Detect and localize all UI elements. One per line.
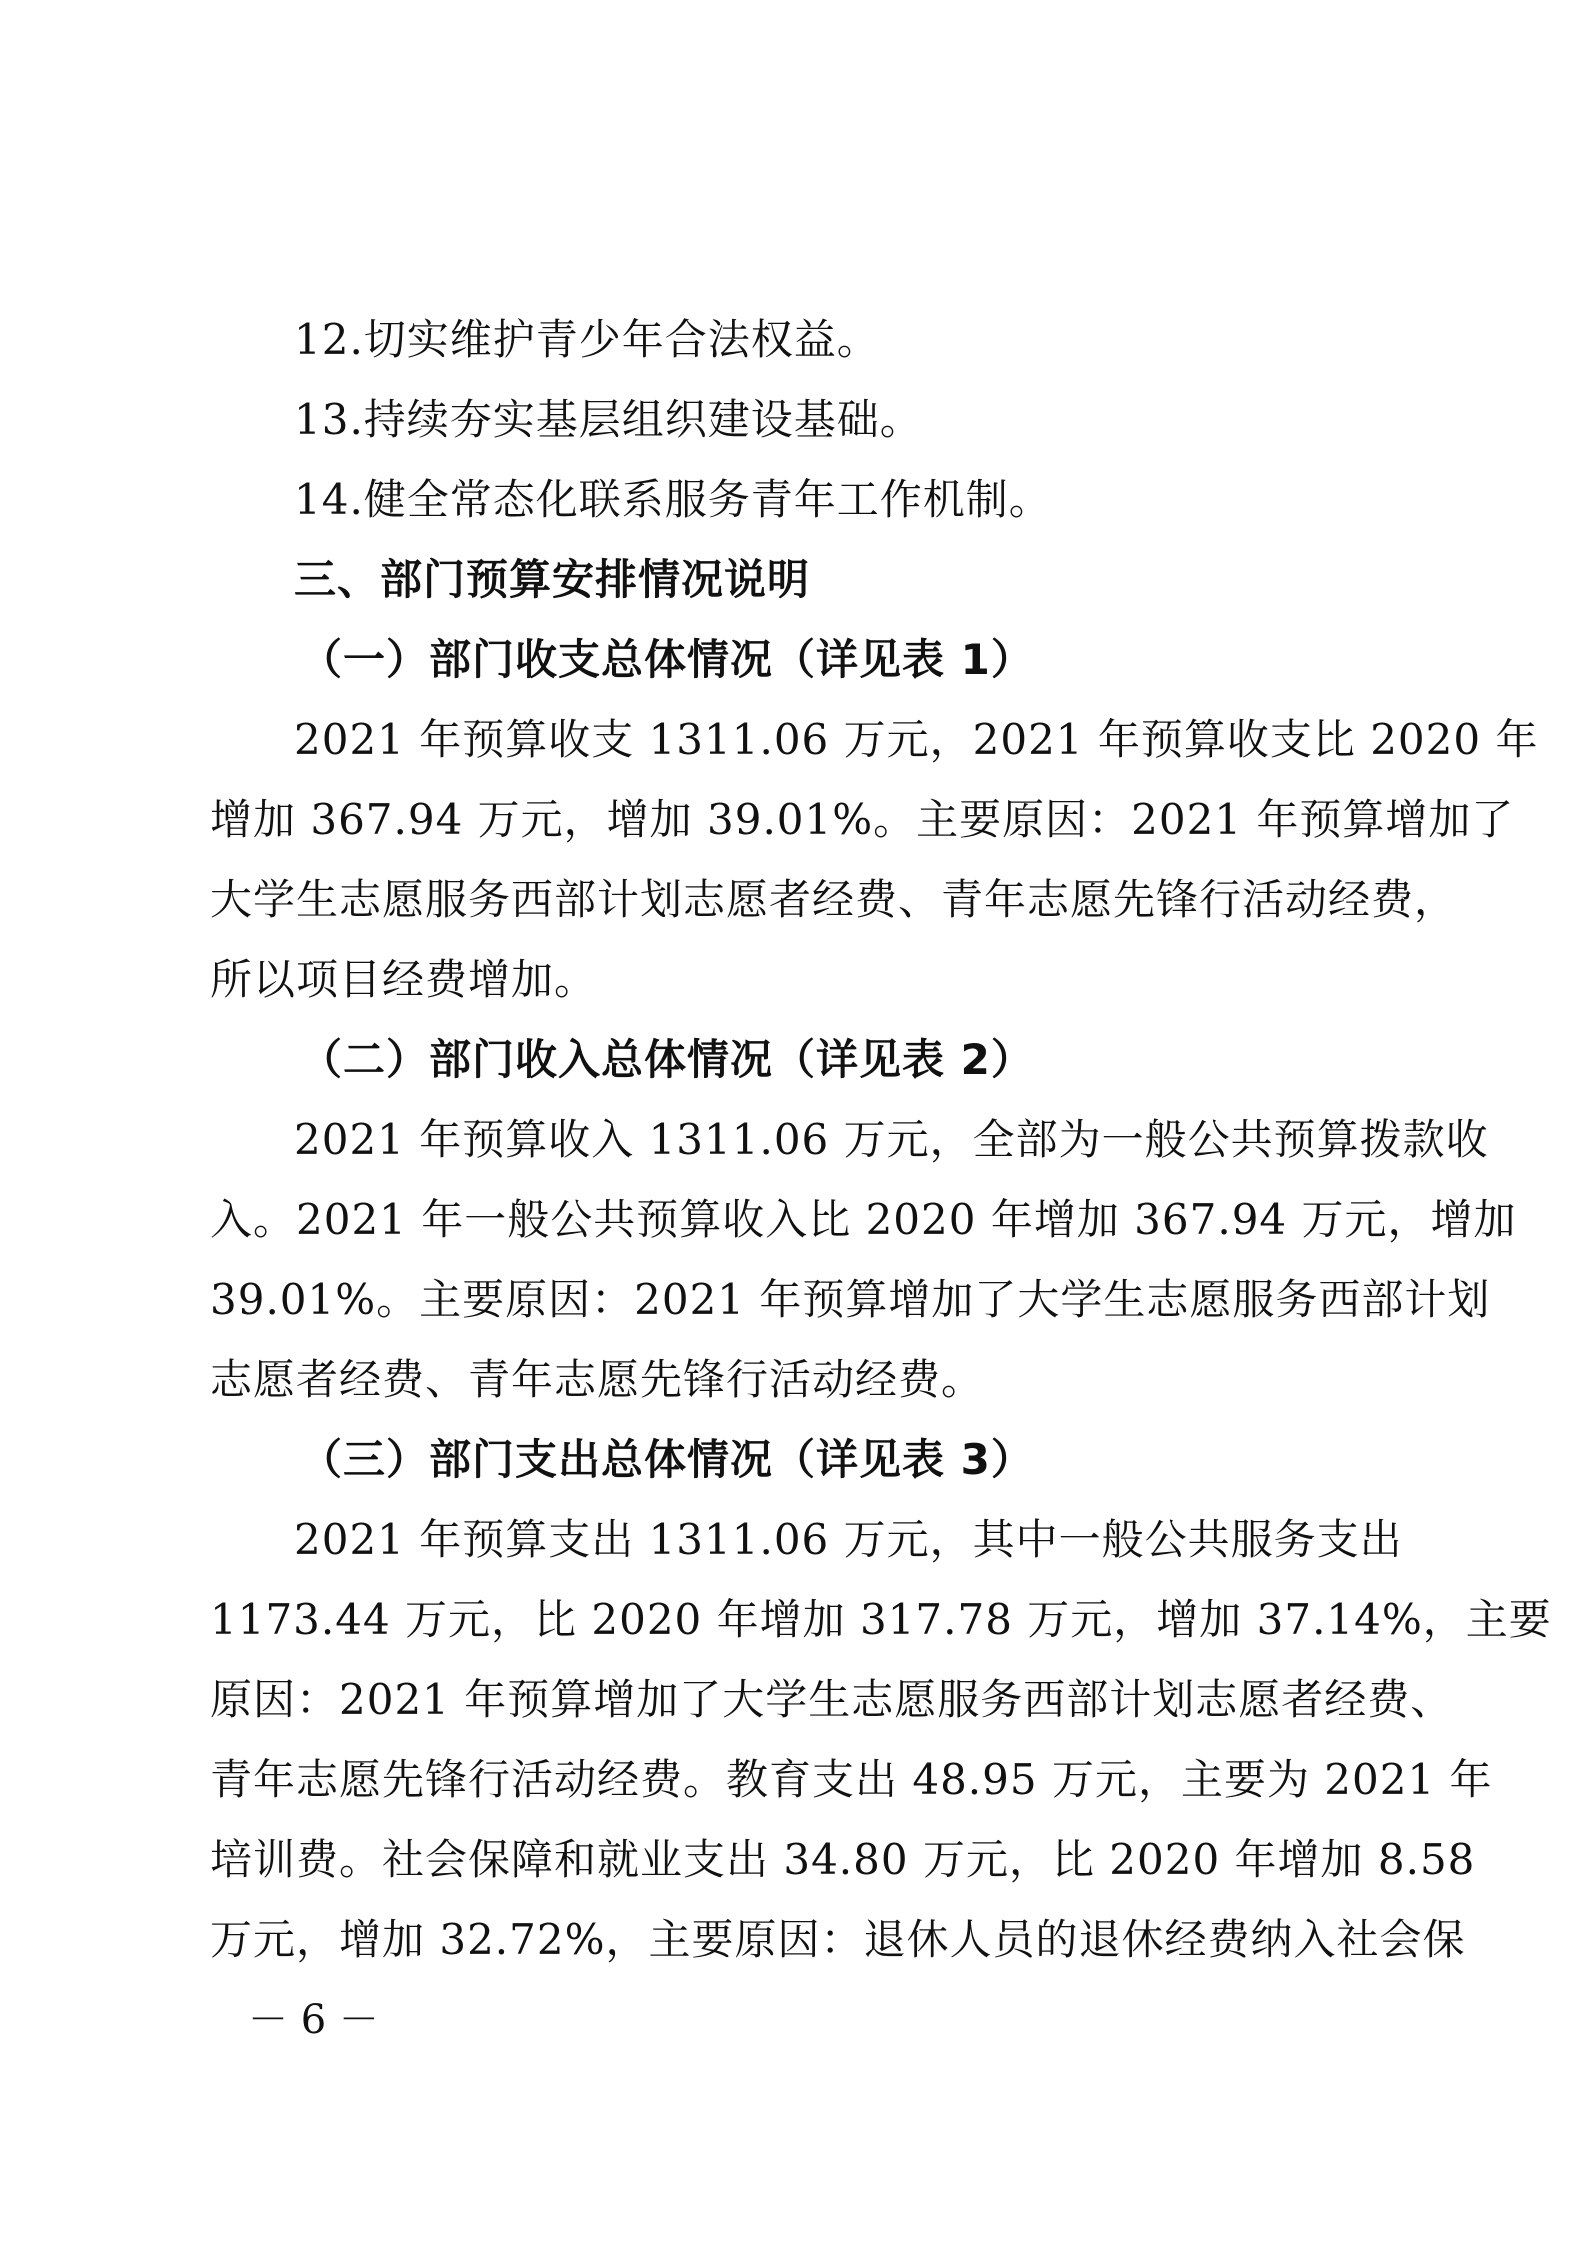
paragraph-line: 2021 年预算支出 1311.06 万元，其中一般公共服务支出: [294, 1515, 1403, 1564]
paragraph-line: 培训费。社会保障和就业支出 34.80 万元，比 2020 年增加 8.58: [210, 1835, 1476, 1884]
paragraph-line: 增加 367.94 万元，增加 39.01%。主要原因：2021 年预算增加了: [210, 795, 1515, 844]
paragraph-line: 万元，增加 32.72%，主要原因：退休人员的退休经费纳入社会保: [210, 1915, 1466, 1964]
paragraph-line: 原因：2021 年预算增加了大学生志愿服务西部计划志愿者经费、: [210, 1675, 1454, 1724]
paragraph-line: 所以项目经费增加。: [210, 955, 598, 1004]
list-item: 14.健全常态化联系服务青年工作机制。: [294, 475, 1052, 524]
paragraph-line: 青年志愿先锋行活动经费。教育支出 48.95 万元，主要为 2021 年: [210, 1755, 1493, 1804]
document-body: [210, 300, 1552, 1980]
list-item: 12.切实维护青少年合法权益。: [294, 315, 880, 364]
paragraph-line: 2021 年预算收支 1311.06 万元，2021 年预算收支比 2020 年: [294, 715, 1539, 764]
subsection-title: （一）部门收支总体情况（详见表 1）: [300, 635, 1034, 684]
page-number: － 6 －: [248, 1997, 379, 2043]
paragraph-line: 39.01%。主要原因：2021 年预算增加了大学生志愿服务西部计划: [210, 1275, 1491, 1324]
paragraph-line: 入。2021 年一般公共预算收入比 2020 年增加 367.94 万元，增加: [210, 1195, 1517, 1244]
paragraph-line: 2021 年预算收入 1311.06 万元，全部为一般公共预算拨款收: [294, 1115, 1489, 1164]
subsection-title: （二）部门收入总体情况（详见表 2）: [300, 1035, 1034, 1084]
paragraph-line: 大学生志愿服务西部计划志愿者经费、青年志愿先锋行活动经费，: [210, 875, 1458, 924]
paragraph-line: 志愿者经费、青年志愿先锋行活动经费。: [210, 1355, 985, 1404]
list-item: 13.持续夯实基层组织建设基础。: [294, 395, 923, 444]
paragraph-line: 1173.44 万元，比 2020 年增加 317.78 万元，增加 37.14%，主要: [210, 1595, 1552, 1644]
subsection-title: （三）部门支出总体情况（详见表 3）: [300, 1435, 1034, 1484]
section-heading: 三、部门预算安排情况说明: [294, 555, 811, 604]
